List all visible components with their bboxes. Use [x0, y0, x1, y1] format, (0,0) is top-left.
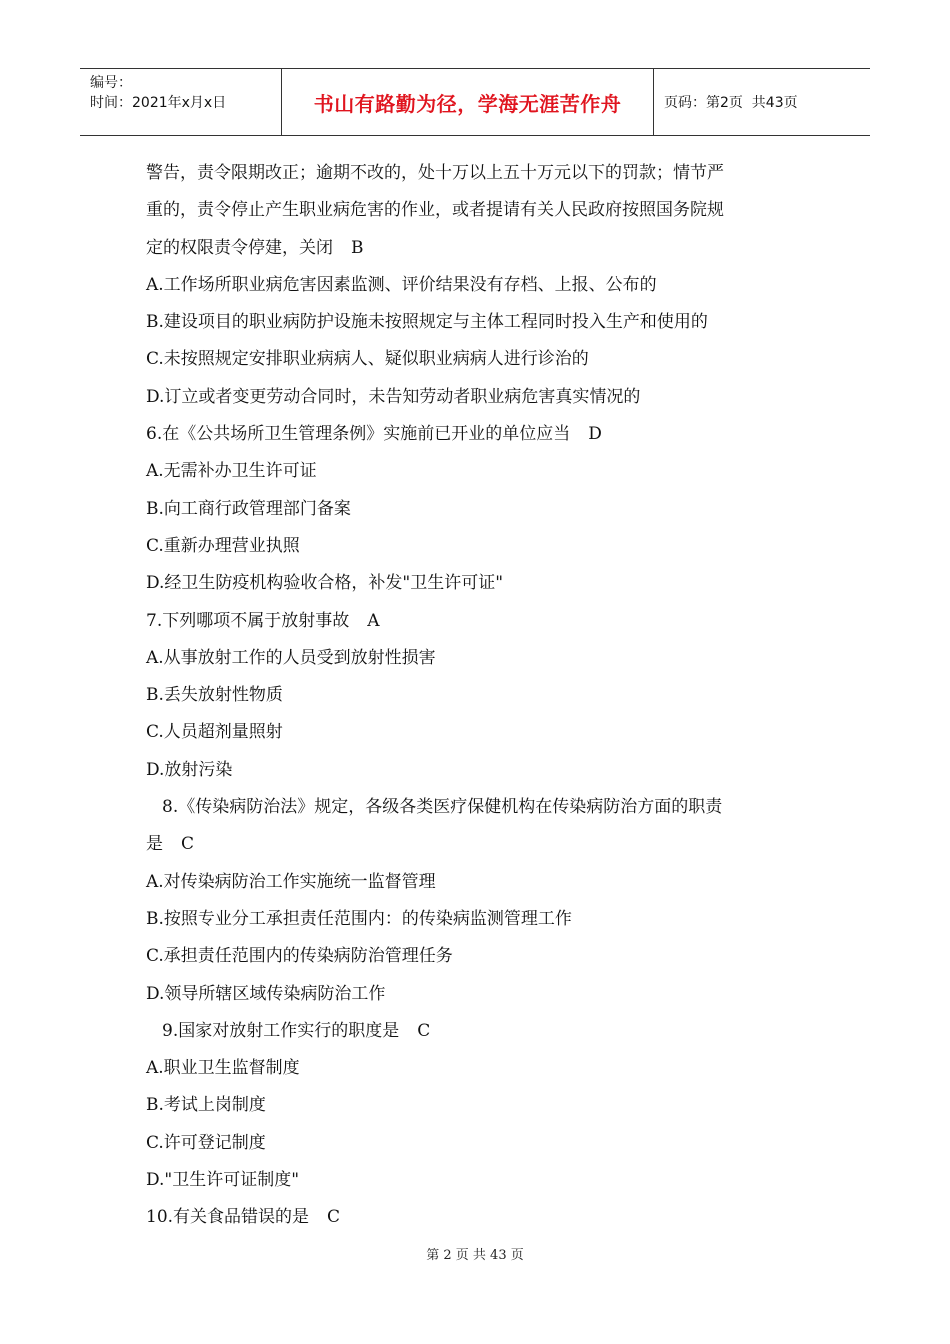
line-text: D.放射污染	[146, 759, 233, 780]
line-text: D.订立或者变更劳动合同时，未告知劳动者职业病危害真实情况的	[146, 386, 641, 407]
line-text: 定的权限责令停建，关闭	[146, 237, 333, 258]
document-code-label: 编号：	[90, 75, 132, 91]
answer-key: C	[327, 1207, 341, 1228]
text-line	[146, 640, 806, 677]
text-line	[146, 304, 806, 341]
line-text: A.职业卫生监督制度	[146, 1058, 300, 1079]
text-line	[146, 976, 806, 1013]
line-text: 警告，责令限期改正；逾期不改的，处十万以上五十万元以下的罚款；情节严	[146, 163, 724, 183]
text-line	[146, 416, 806, 453]
line-text: B.向工商行政管理部门备案	[146, 498, 351, 519]
answer-key: D	[588, 424, 602, 445]
line-text: A.工作场所职业病危害因素监测、评价结果没有存档、上报、公布的	[146, 274, 657, 295]
line-text: D.领导所辖区域传染病防治工作	[146, 983, 386, 1004]
line-text: C.未按照规定安排职业病病人、疑似职业病病人进行诊治的	[146, 349, 589, 370]
line-text: C.人员超剂量照射	[146, 722, 283, 743]
line-text: A.从事放射工作的人员受到放射性损害	[146, 647, 436, 668]
line-text: B.考试上岗制度	[146, 1095, 266, 1116]
text-line	[146, 938, 806, 975]
text-line	[146, 1125, 806, 1162]
text-line	[146, 1050, 806, 1087]
line-text: 6.在《公共场所卫生管理条例》实施前已开业的单位应当	[146, 424, 571, 445]
line-text: D."卫生许可证制度"	[146, 1170, 300, 1191]
line-text: 10.有关食品错误的是	[146, 1207, 310, 1228]
header-page-label: 页码：第2页 共43页	[664, 95, 798, 111]
line-text: B.丢失放射性物质	[146, 685, 283, 706]
line-text: 9.国家对放射工作实行的职度是	[162, 1020, 400, 1041]
text-line	[146, 155, 806, 192]
line-text: C.重新办理营业执照	[146, 535, 300, 556]
line-text: B.建设项目的职业病防护设施未按照规定与主体工程同时投入生产和使用的	[146, 312, 708, 333]
header-page-info	[654, 69, 870, 135]
answer-key: C	[181, 834, 195, 855]
document-time-label: 时间：2021年x月x日	[90, 95, 227, 111]
line-text: C.许可登记制度	[146, 1132, 266, 1153]
text-line	[146, 230, 806, 267]
text-line	[146, 267, 806, 304]
text-line	[146, 453, 806, 490]
text-line	[146, 1199, 806, 1236]
text-line	[146, 565, 806, 602]
text-line	[146, 789, 806, 826]
line-text: 重的，责令停止产生职业病危害的作业，或者提请有关人民政府按照国务院规	[146, 200, 724, 221]
text-line	[146, 528, 806, 565]
line-text: 8.《传染病防治法》规定，各级各类医疗保健机构在传染病防治方面的职责	[162, 797, 723, 818]
header-motto: 书山有路勤为径，学海无涯苦作舟	[282, 69, 654, 135]
page-footer: 第 2 页 共 43 页	[426, 1248, 524, 1263]
answer-key: A	[367, 610, 380, 631]
text-line	[146, 379, 806, 416]
line-text: 7.下列哪项不属于放射事故	[146, 610, 350, 631]
document-body	[146, 155, 806, 1237]
text-line	[146, 752, 806, 789]
header-meta	[80, 69, 282, 135]
text-line	[146, 1013, 806, 1050]
line-text: 是	[146, 834, 163, 855]
text-line	[146, 864, 806, 901]
text-line	[146, 1162, 806, 1199]
text-line	[146, 491, 806, 528]
text-line	[146, 901, 806, 938]
text-line	[146, 192, 806, 229]
text-line	[146, 714, 806, 751]
line-text: D.经卫生防疫机构验收合格，补发"卫生许可证"	[146, 573, 504, 594]
line-text: A.无需补办卫生许可证	[146, 461, 317, 482]
text-line	[146, 826, 806, 863]
text-line	[146, 677, 806, 714]
answer-key: B	[351, 237, 364, 258]
line-text: A.对传染病防治工作实施统一监督管理	[146, 871, 436, 892]
text-line	[146, 1087, 806, 1124]
line-text: B.按照专业分工承担责任范围内：的传染病监测管理工作	[146, 908, 572, 929]
page-header	[80, 68, 870, 136]
text-line	[146, 603, 806, 640]
text-line	[146, 341, 806, 378]
answer-key: C	[417, 1020, 431, 1041]
line-text: C.承担责任范围内的传染病防治管理任务	[146, 946, 453, 967]
